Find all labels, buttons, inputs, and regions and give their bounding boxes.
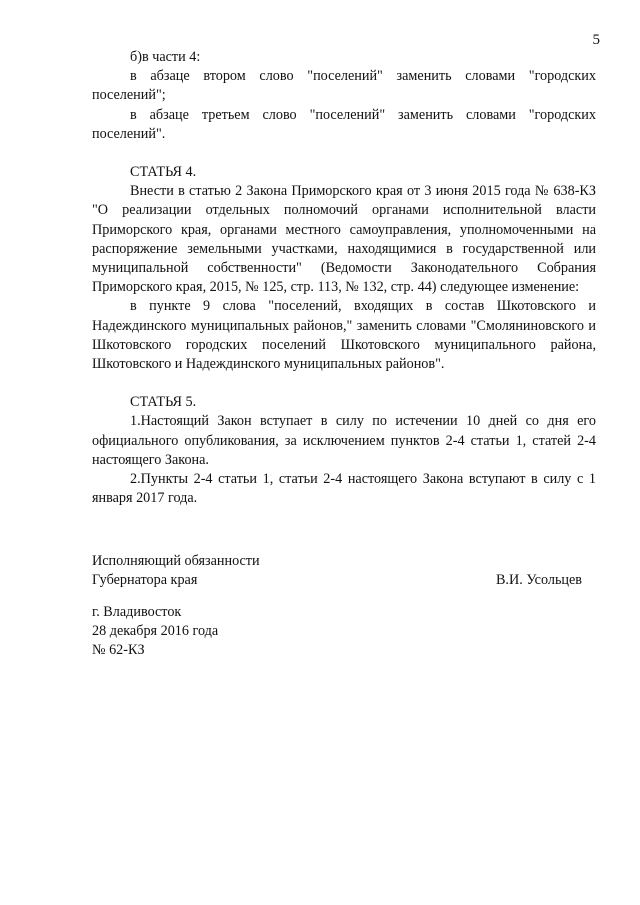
article-4-amendment: в пункте 9 слова "поселений, входящих в состав Шкотовского и Надеждинского муниципальных районов," заменить словами "Смоляниновского и Шкотовского городских поселений Шкотовского муниципального района, Шкотовского и Надеждинского муниципальных районов". [92, 298, 596, 373]
signatory-title-line-1: Исполняющий обязанности [92, 553, 260, 569]
article-4-heading: СТАТЬЯ 4. [130, 164, 197, 181]
paragraph-part4: б)в части 4: [130, 49, 201, 65]
article-5-heading: СТАТЬЯ 5. [130, 394, 197, 411]
signatory-name: В.И. Усольцев [495, 572, 582, 589]
article-5-item-1: 1.Настоящий Закон вступает в силу по истечении 10 дней со дня его официального опубликования, за исключением пунктов 2-4 статьи 1, статей 2-4 настоящего Закона. [92, 413, 596, 468]
article-5-item-2: 2.Пункты 2-4 статьи 1, статьи 2-4 настоящего Закона вступают в силу с 1 января 2017 года. [92, 471, 596, 507]
page-number: 5 [592, 32, 600, 48]
law-number: № 62-КЗ [92, 642, 145, 659]
city: г. Владивосток [92, 604, 182, 620]
place-date-block [92, 603, 218, 661]
paragraph-third-abzac: в абзаце третьем слово "поселений" заменить словами "городских поселений". [92, 106, 596, 142]
spacer [92, 374, 596, 393]
signature-block [92, 552, 596, 590]
signatory-row [92, 571, 596, 590]
law-date: 28 декабря 2016 года [92, 623, 219, 640]
document-body [92, 48, 596, 508]
paragraph-second-abzac: в абзаце втором слово "поселений" заменить словами "городских поселений"; [92, 68, 596, 104]
signatory-title-line-2: Губернатора края [92, 572, 198, 589]
spacer [92, 144, 596, 163]
article-4-paragraph: Внести в статью 2 Закона Приморского края от 3 июня 2015 года № 638-КЗ "О реализации отдельных полномочий органами исполнительной власти Приморского края, органами местного самоуправления, уполномоченными на распоряжение земельными участками, находящимися в государственной или муниципальной собственности" (Ведомости Законодательного Собрания Приморского края, 2015, № 125, стр. 113, № 132, стр. 44) следующее изменение: [92, 183, 596, 296]
